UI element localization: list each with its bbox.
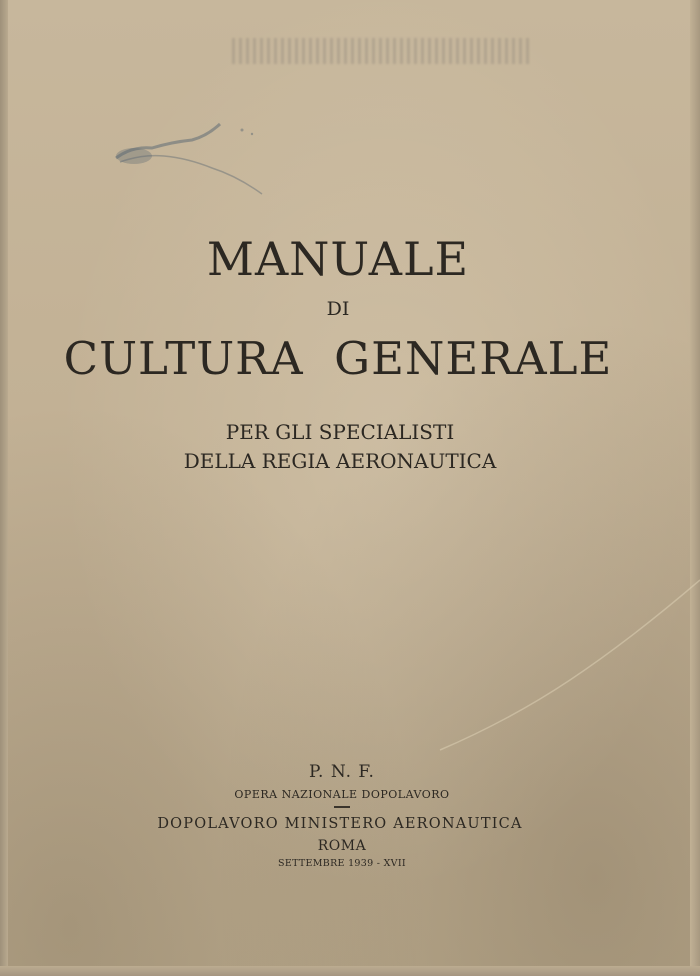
subtitle-line-2: DELLA REGIA AERONAUTICA bbox=[183, 449, 497, 473]
publisher-name: OPERA NAZIONALE DOPOLAVORO bbox=[234, 788, 450, 801]
divider-rule bbox=[334, 806, 350, 808]
title-line-manuale: MANUALE bbox=[206, 232, 470, 286]
cover-bottom-edge bbox=[0, 966, 700, 976]
subtitle-line-1: PER GLI SPECIALISTI bbox=[225, 420, 455, 444]
publication-date: SETTEMBRE 1939 - XVII bbox=[278, 858, 406, 869]
publisher-abbreviation: P. N. F. bbox=[309, 762, 375, 782]
publication-city: ROMA bbox=[317, 838, 367, 854]
ink-stain-mark bbox=[112, 118, 282, 198]
cover-right-edge bbox=[690, 0, 700, 976]
title-line-cultura-generale: CULTURA GENERALE bbox=[63, 332, 613, 385]
title-line-di: DI bbox=[326, 298, 350, 320]
faded-stamp bbox=[232, 38, 532, 64]
publisher-branch: DOPOLAVORO MINISTERO AERONAUTICA bbox=[157, 816, 523, 832]
paper-crease bbox=[430, 560, 700, 760]
